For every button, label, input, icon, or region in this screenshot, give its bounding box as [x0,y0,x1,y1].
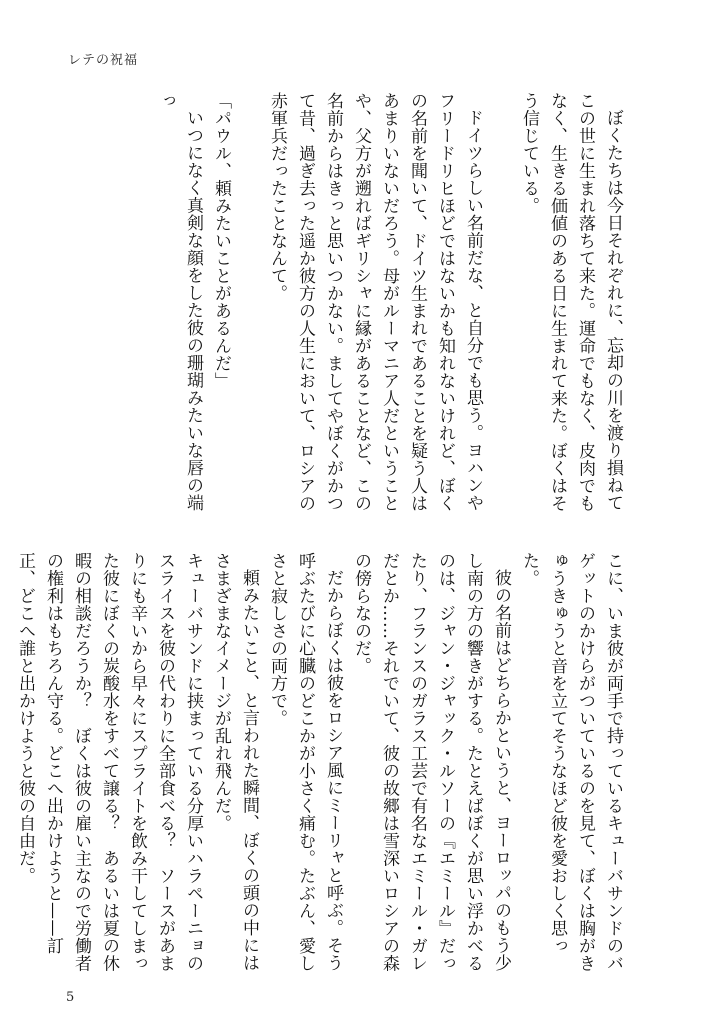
paragraph: いつになく真剣な顔をした彼の珊瑚みたいな唇の端っ [155,92,203,512]
paragraph: キューバサンドに挟まっている分厚いハラペーニョのスライスを彼の代わりに全部食べる？ ソースがあまりにも辛いから早々にスプライトを飲み干してしまった彼にぼくの炭酸水をすべて譲る？ あるいは夏の休暇の相談だろうか？ ぼくは彼の雇い主なので労働者の権利はもちろん守る。どこへ出かけようと——訂正、どこへ誰と出かけようと彼の自由だ。 [15,552,203,972]
paragraph: 頼みたいこと、と言われた瞬間、ぼくの頭の中にはさまざまなイメージが乱れ飛んだ。 [211,552,259,972]
page-number: 5 [66,990,75,1005]
dialogue-line: 「パウル、頼みたいことがあるんだ」 [211,92,231,390]
paragraph: ドイツらしい名前だな、と自分でも思う。ヨハンやフリードリヒほどではないかも知れないけれど、ぼくの名前を聞いて、ドイツ生まれであることを疑う人はあまりいないだろう。母がルーマニア人だということや、父方が遡ればギリシャに縁があることなど、この名前からはきっと思いつかない。ましてやぼくがかつて昔、過ぎ去った遥か彼方の人生において、ロシアの赤軍兵だったことなんて。 [267,92,483,512]
top-text-block [67,92,627,524]
paragraph-blank [487,92,515,524]
paragraph: 彼の名前はどちらかというと、ヨーロッパのもう少し南の方の響きがする。たとえばぼくが思い浮かべるのは、ジャン・ジャック・ルソーの『エミール』だったり、フランスのガラス工芸で有名なエミール・ガレだとか……それでいて、彼の故郷は雪深いロシアの森の傍らなのだ。 [351,552,511,972]
bottom-text-block [15,552,627,984]
paragraph: こに、いま彼が両手で持っているキューバサンドのバゲットのかけらがついているのを見て、ぼくは胸がきゅうきゅうと音を立てそうなほど彼を愛おしく思った。 [519,552,623,972]
paragraph-blank [235,92,263,524]
paragraph: だからぼくは彼をロシア風にミーリャと呼ぶ。そう呼ぶたびに心臓のどこかが小さく痛む。たぶん、愛しさと寂しさの両方で。 [267,552,343,972]
paragraph: ぼくたちは今日それぞれに、忘却の川を渡り損ねてこの世に生まれ落ちて来た。運命でもなく、皮肉でもなく、生きる価値のある日に生まれて来た。ぼくはそう信じている。 [519,92,623,512]
running-title: レテの祝福 [68,53,139,68]
